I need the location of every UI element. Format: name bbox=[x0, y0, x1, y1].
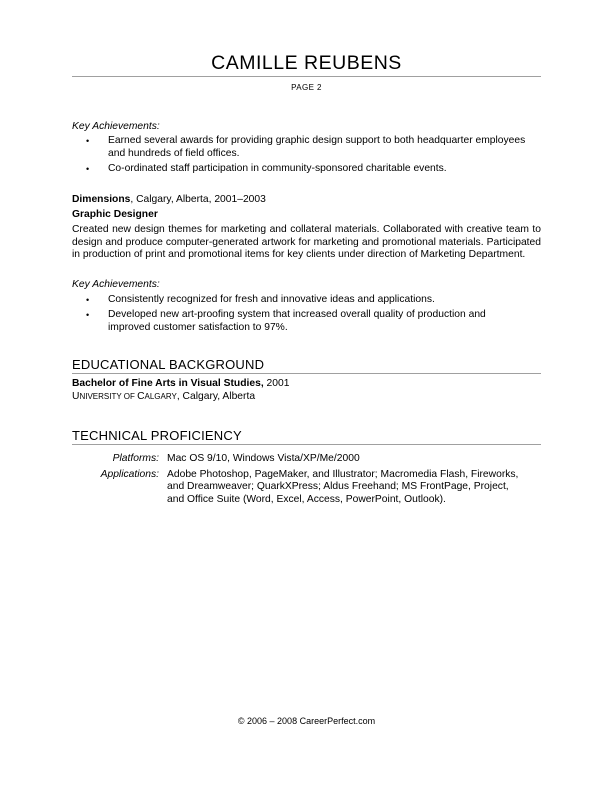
page-number: PAGE 2 bbox=[291, 83, 322, 92]
skill-row-platforms bbox=[72, 453, 541, 466]
job-title: Graphic Designer bbox=[72, 209, 158, 220]
education-heading: EDUCATIONAL BACKGROUND bbox=[72, 357, 265, 372]
list-item: • Consistently recognized for fresh and innovative ideas and applications. bbox=[86, 294, 435, 305]
list-item: • Earned several awards for providing graphic design support to both headquarter employees and hundreds of field offices. bbox=[86, 135, 526, 159]
job-achievements-list bbox=[86, 294, 526, 337]
job-description: Created new design themes for marketing and collateral materials. Collaborated with creative team to design and produce computer-generated artwork for marketing and promotional materials. Participated in production of print and promotional items for key clients under direction of Marketing Department. bbox=[72, 224, 541, 260]
university-line: UNIVERSITY OF CALGARY, Calgary, Alberta bbox=[72, 391, 256, 402]
candidate-name: CAMILLE REUBENS bbox=[211, 52, 402, 74]
bullet-icon: • bbox=[86, 310, 90, 320]
degree-year: 2001 bbox=[263, 378, 290, 389]
key-achievements-label: Key Achievements: bbox=[72, 121, 160, 132]
skill-label: Applications: bbox=[100, 468, 159, 480]
skill-value: Adobe Photoshop, PageMaker, and Illustrator; Macromedia Flash, Fireworks, and Dreamweaver; QuarkXPress; Aldus Freehand; MS FrontPage, Project, and Office Suite (Word, Excel, Access, PowerPoint, Outlook). bbox=[167, 468, 519, 505]
bullet-icon: • bbox=[86, 136, 90, 146]
bullet-icon: • bbox=[86, 163, 90, 174]
degree-name: Bachelor of Fine Arts in Visual Studies, bbox=[72, 378, 264, 389]
list-item: • Developed new art-proofing system that increased overall quality of production and improved customer satisfaction to 97%. bbox=[86, 309, 486, 333]
skill-value: Mac OS 9/10, Windows Vista/XP/Me/2000 bbox=[167, 453, 360, 464]
company-name: Dimensions bbox=[72, 194, 131, 205]
header-rule bbox=[72, 76, 541, 77]
key-achievements-label: Key Achievements: bbox=[72, 279, 160, 290]
previous-job-achievements-list bbox=[86, 135, 526, 178]
job-company-line bbox=[72, 194, 266, 207]
skill-label: Platforms: bbox=[112, 453, 159, 464]
technical-rule bbox=[72, 444, 541, 445]
bullet-icon: • bbox=[86, 295, 90, 305]
skill-row-applications bbox=[72, 469, 541, 507]
degree-line bbox=[72, 378, 289, 391]
skills-table bbox=[72, 453, 541, 509]
technical-heading: TECHNICAL PROFICIENCY bbox=[72, 428, 242, 443]
education-rule bbox=[72, 373, 541, 374]
copyright-footer: © 2006 – 2008 CareerPerfect.com bbox=[237, 716, 376, 726]
list-item: • Co-ordinated staff participation in community-sponsored charitable events. bbox=[86, 162, 447, 174]
job-location-dates: , Calgary, Alberta, 2001–2003 bbox=[130, 194, 266, 205]
